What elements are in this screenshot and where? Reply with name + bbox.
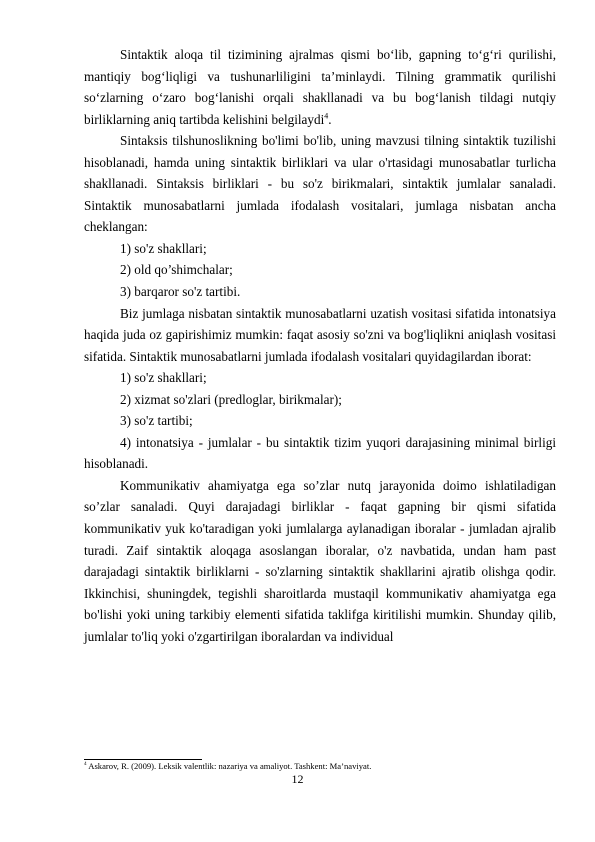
list-item: 3) so'z tartibi; — [120, 413, 193, 429]
footnote-mark: 4 — [84, 761, 87, 768]
paragraph-4: 4) intonatsiya - jumlalar - bu sintaktik tizim yuqori darajasining minimal birligi hisoblanadi. — [84, 434, 556, 472]
list-item: 1) so'z shakllari; — [120, 240, 207, 256]
footnote-divider — [84, 759, 202, 760]
list-item: 2) xizmat so'zlari (predloglar, birikmalar); — [120, 391, 342, 407]
footnote — [84, 761, 556, 772]
page-body — [84, 44, 556, 647]
paragraph-1: Sintaktik aloqa til tizimining ajralmas qismi bo‘lib, gapning to‘g‘ri qurilishi, mantiqiy bog‘liqligi va tushunarliligini ta’minlaydi. Tilning grammatik qurilishi so‘zlarning o‘zaro bog‘lanishi orqali shakllanadi va bu bog‘lanish tildagi nutqiy birliklarning aniq tartibda kelishini belgilaydi$^4$. — [84, 47, 556, 127]
footnote-ref: 4 — [324, 111, 329, 121]
paragraph-2: Sintaksis tilshunoslikning bo'limi bo'lib, uning mavzusi tilning sintaktik tuzilishi hisoblanadi, hamda uning sintaktik birliklari va ular o'rtasidagi munosabatlar turlicha shakllanadi. Sintaksis birliklari - bu so'z birikmalari, sintaktik jumlalar sanaladi. Sintaktik munosabatlarni jumlada ifodalash vositalari, jumlaga nisbatan ancha cheklangan: — [84, 133, 556, 235]
paragraph-5: Kommunikativ ahamiyatga ega so’zlar nutq jarayonida doimo ishlatiladigan so’zlar sanaladi. Quyi darajadagi birliklar - faqat gapning bir qismi sifatida kommunikativ yuk ko'taradigan yoki jumlalarga aylanadigan iboralar - jumladan ajralib turadi. Zaif sintaktik aloqaga asoslangan iboralar, o'z navbatida, undan ham past darajadagi sintaktik birliklarni - so'zlarning sintaktik shakllarini ajratib olishga qodir. Ikkinchisi, shuningdek, tegishli sharoitlarda mustaqil kommunikativ ahamiyatga ega bo'lishi yoki uning tarkibiy elementi sifatida taklifga kiritilishi mumkin. Shunday qilib, jumlalar to'liq yoki o'zgartirilgan iboralardan va individual — [84, 477, 556, 644]
paragraph-3: Biz jumlaga nisbatan sintaktik munosabatlarni uzatish vositasi sifatida intonatsiya haqida juda oz gapirishimiz mumkin: faqat asosiy so'zni va bog'liqlikni aniqlash vositasi sifatida. Sintaktik munosabatlarni jumlada ifodalash vositalari quyidagilardan iborat: — [84, 305, 556, 364]
list-item: 3) barqaror so'z tartibi. — [120, 284, 241, 300]
footnote-text: Askarov, R. (2009). Leksik valentlik: nazariya va amaliyot. Tashkent: Ma’naviyat. — [86, 761, 372, 771]
list-item: 2) old qo’shimchalar; — [120, 262, 233, 278]
page-number: 12 — [291, 772, 304, 786]
list-item: 1) so'z shakllari; — [120, 370, 207, 386]
